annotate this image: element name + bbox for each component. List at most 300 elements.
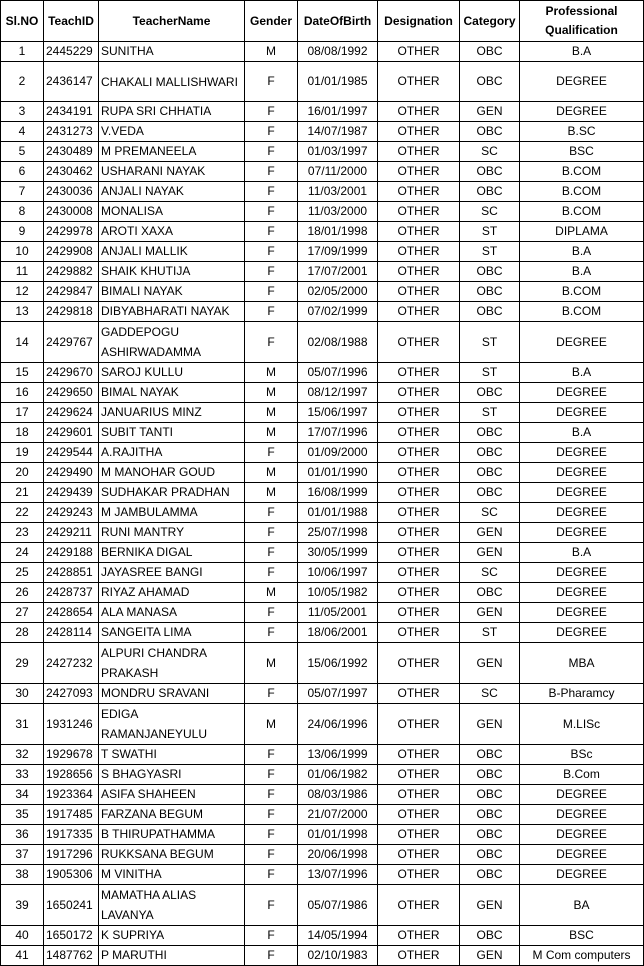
- cell-teachid: 2429882: [44, 262, 99, 282]
- cell-dob: 15/06/1997: [298, 403, 378, 423]
- cell-gender: F: [245, 182, 298, 202]
- cell-category: OBC: [460, 463, 520, 483]
- cell-dob: 17/07/2001: [298, 262, 378, 282]
- col-header-teachid: TeachID: [44, 1, 99, 42]
- table-row: [1, 142, 644, 162]
- cell-gender: F: [245, 946, 298, 966]
- cell-qualification: DEGREE: [520, 62, 644, 102]
- cell-designation: OTHER: [378, 122, 460, 142]
- col-header-designation: Designation: [378, 1, 460, 42]
- cell-teachername: BERNIKA DIGAL: [99, 543, 245, 563]
- cell-gender: M: [245, 483, 298, 503]
- cell-gender: M: [245, 643, 298, 684]
- table-row: [1, 946, 644, 966]
- cell-teachername: T SWATHI: [99, 745, 245, 765]
- table-row: [1, 443, 644, 463]
- cell-dob: 05/07/1996: [298, 363, 378, 383]
- cell-slno: 32: [1, 745, 44, 765]
- table-row: [1, 182, 644, 202]
- cell-gender: M: [245, 42, 298, 62]
- cell-qualification: DEGREE: [520, 825, 644, 845]
- cell-teachername: RUNI MANTRY: [99, 523, 245, 543]
- cell-dob: 07/02/1999: [298, 302, 378, 322]
- table-row: [1, 543, 644, 563]
- cell-category: OBC: [460, 423, 520, 443]
- cell-designation: OTHER: [378, 503, 460, 523]
- cell-designation: OTHER: [378, 765, 460, 785]
- cell-teachername: CHAKALI MALLISHWARI: [99, 62, 245, 102]
- cell-teachid: 2430489: [44, 142, 99, 162]
- cell-teachername: ALA MANASA: [99, 603, 245, 623]
- cell-dob: 17/07/1996: [298, 423, 378, 443]
- cell-category: SC: [460, 142, 520, 162]
- cell-dob: 10/05/1982: [298, 583, 378, 603]
- cell-teachername: FARZANA BEGUM: [99, 805, 245, 825]
- cell-dob: 17/09/1999: [298, 242, 378, 262]
- cell-teachername: RUKKSANA BEGUM: [99, 845, 245, 865]
- cell-gender: F: [245, 142, 298, 162]
- cell-qualification: M Com computers: [520, 946, 644, 966]
- cell-gender: F: [245, 222, 298, 242]
- table-row: [1, 765, 644, 785]
- cell-category: GEN: [460, 102, 520, 122]
- cell-qualification: BA: [520, 885, 644, 926]
- cell-teachername: ANJALI MALLIK: [99, 242, 245, 262]
- table-row: [1, 503, 644, 523]
- cell-designation: OTHER: [378, 885, 460, 926]
- cell-qualification: BSC: [520, 142, 644, 162]
- cell-slno: 38: [1, 865, 44, 885]
- cell-teachid: 2429188: [44, 543, 99, 563]
- cell-slno: 3: [1, 102, 44, 122]
- cell-teachid: 1928656: [44, 765, 99, 785]
- cell-category: GEN: [460, 543, 520, 563]
- cell-teachid: 1923364: [44, 785, 99, 805]
- cell-teachername: ASIFA SHAHEEN: [99, 785, 245, 805]
- cell-dob: 20/06/1998: [298, 845, 378, 865]
- cell-dob: 11/05/2001: [298, 603, 378, 623]
- cell-teachid: 2428737: [44, 583, 99, 603]
- cell-designation: OTHER: [378, 302, 460, 322]
- cell-teachername: A.RAJITHA: [99, 443, 245, 463]
- cell-category: OBC: [460, 162, 520, 182]
- cell-qualification: DEGREE: [520, 603, 644, 623]
- cell-gender: F: [245, 785, 298, 805]
- cell-teachername: AROTI XAXA: [99, 222, 245, 242]
- cell-qualification: B.SC: [520, 122, 644, 142]
- cell-category: OBC: [460, 865, 520, 885]
- cell-category: GEN: [460, 885, 520, 926]
- col-header-teachername: TeacherName: [99, 1, 245, 42]
- cell-dob: 18/06/2001: [298, 623, 378, 643]
- cell-slno: 15: [1, 363, 44, 383]
- cell-category: OBC: [460, 282, 520, 302]
- cell-category: GEN: [460, 946, 520, 966]
- cell-slno: 33: [1, 765, 44, 785]
- cell-gender: M: [245, 423, 298, 443]
- table-row: [1, 785, 644, 805]
- cell-qualification: DEGREE: [520, 403, 644, 423]
- cell-slno: 8: [1, 202, 44, 222]
- cell-qualification: B.A: [520, 423, 644, 443]
- cell-teachername: EDIGA RAMANJANEYULU: [99, 704, 245, 745]
- cell-qualification: DEGREE: [520, 623, 644, 643]
- cell-teachername: B THIRUPATHAMMA: [99, 825, 245, 845]
- col-header-slno: Sl.NO: [1, 1, 44, 42]
- cell-designation: OTHER: [378, 363, 460, 383]
- cell-teachid: 2428114: [44, 623, 99, 643]
- cell-slno: 35: [1, 805, 44, 825]
- cell-dob: 07/11/2000: [298, 162, 378, 182]
- cell-designation: OTHER: [378, 282, 460, 302]
- cell-teachername: SANGEITA LIMA: [99, 623, 245, 643]
- cell-dob: 01/01/1988: [298, 503, 378, 523]
- cell-designation: OTHER: [378, 684, 460, 704]
- cell-slno: 36: [1, 825, 44, 845]
- cell-dob: 11/03/2000: [298, 202, 378, 222]
- table-row: [1, 926, 644, 946]
- cell-teachid: 1917485: [44, 805, 99, 825]
- cell-gender: F: [245, 543, 298, 563]
- cell-slno: 27: [1, 603, 44, 623]
- cell-dob: 08/12/1997: [298, 383, 378, 403]
- table-row: [1, 704, 644, 745]
- cell-qualification: B.COM: [520, 182, 644, 202]
- cell-gender: F: [245, 162, 298, 182]
- cell-dob: 08/08/1992: [298, 42, 378, 62]
- cell-qualification: DEGREE: [520, 805, 644, 825]
- cell-designation: OTHER: [378, 322, 460, 363]
- cell-gender: F: [245, 563, 298, 583]
- cell-gender: F: [245, 62, 298, 102]
- cell-designation: OTHER: [378, 845, 460, 865]
- cell-qualification: B.COM: [520, 162, 644, 182]
- cell-qualification: DEGREE: [520, 563, 644, 583]
- cell-gender: F: [245, 122, 298, 142]
- cell-gender: F: [245, 242, 298, 262]
- cell-teachername: GADDEPOGU ASHIRWADAMMA: [99, 322, 245, 363]
- cell-qualification: DEGREE: [520, 322, 644, 363]
- cell-designation: OTHER: [378, 463, 460, 483]
- cell-dob: 05/07/1986: [298, 885, 378, 926]
- cell-teachername: ANJALI NAYAK: [99, 182, 245, 202]
- table-row: [1, 865, 644, 885]
- col-header-gender: Gender: [245, 1, 298, 42]
- cell-designation: OTHER: [378, 583, 460, 603]
- cell-category: OBC: [460, 845, 520, 865]
- cell-teachid: 2434191: [44, 102, 99, 122]
- cell-category: OBC: [460, 383, 520, 403]
- cell-gender: F: [245, 282, 298, 302]
- cell-dob: 18/01/1998: [298, 222, 378, 242]
- table-row: [1, 623, 644, 643]
- table-row: [1, 463, 644, 483]
- cell-gender: M: [245, 383, 298, 403]
- cell-teachid: 2429624: [44, 403, 99, 423]
- cell-category: OBC: [460, 483, 520, 503]
- cell-teachername: BIMALI NAYAK: [99, 282, 245, 302]
- cell-qualification: DEGREE: [520, 523, 644, 543]
- table-row: [1, 162, 644, 182]
- cell-slno: 19: [1, 443, 44, 463]
- cell-designation: OTHER: [378, 825, 460, 845]
- cell-qualification: DEGREE: [520, 483, 644, 503]
- cell-slno: 40: [1, 926, 44, 946]
- cell-teachername: BIMAL NAYAK: [99, 383, 245, 403]
- cell-dob: 01/01/1990: [298, 463, 378, 483]
- table-row: [1, 282, 644, 302]
- cell-gender: F: [245, 684, 298, 704]
- cell-category: OBC: [460, 825, 520, 845]
- cell-teachid: 2431273: [44, 122, 99, 142]
- table-row: [1, 523, 644, 543]
- cell-category: GEN: [460, 523, 520, 543]
- cell-qualification: B.A: [520, 42, 644, 62]
- cell-teachername: SUDHAKAR PRADHAN: [99, 483, 245, 503]
- col-header-category: Category: [460, 1, 520, 42]
- cell-qualification: B.A: [520, 363, 644, 383]
- cell-designation: OTHER: [378, 523, 460, 543]
- cell-designation: OTHER: [378, 603, 460, 623]
- cell-qualification: DEGREE: [520, 845, 644, 865]
- cell-designation: OTHER: [378, 483, 460, 503]
- table-row: [1, 583, 644, 603]
- cell-teachername: USHARANI NAYAK: [99, 162, 245, 182]
- cell-qualification: B.Com: [520, 765, 644, 785]
- cell-gender: F: [245, 825, 298, 845]
- cell-teachid: 2430036: [44, 182, 99, 202]
- cell-teachid: 2429243: [44, 503, 99, 523]
- cell-dob: 02/10/1983: [298, 946, 378, 966]
- cell-teachername: P MARUTHI: [99, 946, 245, 966]
- cell-teachid: 2427093: [44, 684, 99, 704]
- cell-teachername: M PREMANEELA: [99, 142, 245, 162]
- cell-gender: F: [245, 623, 298, 643]
- cell-slno: 28: [1, 623, 44, 643]
- cell-dob: 13/06/1999: [298, 745, 378, 765]
- cell-qualification: DEGREE: [520, 463, 644, 483]
- cell-teachid: 2429978: [44, 222, 99, 242]
- cell-category: OBC: [460, 765, 520, 785]
- cell-slno: 5: [1, 142, 44, 162]
- cell-teachername: RUPA SRI CHHATIA: [99, 102, 245, 122]
- cell-gender: M: [245, 583, 298, 603]
- cell-category: OBC: [460, 42, 520, 62]
- cell-teachername: SAROJ KULLU: [99, 363, 245, 383]
- cell-slno: 34: [1, 785, 44, 805]
- cell-designation: OTHER: [378, 745, 460, 765]
- cell-teachername: SHAIK KHUTIJA: [99, 262, 245, 282]
- cell-teachername: MONDRU SRAVANI: [99, 684, 245, 704]
- cell-qualification: B.A: [520, 242, 644, 262]
- cell-category: GEN: [460, 603, 520, 623]
- cell-dob: 02/08/1988: [298, 322, 378, 363]
- cell-category: OBC: [460, 745, 520, 765]
- cell-gender: F: [245, 322, 298, 363]
- cell-category: ST: [460, 363, 520, 383]
- cell-slno: 11: [1, 262, 44, 282]
- cell-gender: F: [245, 805, 298, 825]
- cell-designation: OTHER: [378, 42, 460, 62]
- table-row: [1, 322, 644, 363]
- cell-teachid: 2429650: [44, 383, 99, 403]
- cell-qualification: DEGREE: [520, 503, 644, 523]
- cell-slno: 30: [1, 684, 44, 704]
- cell-teachid: 2429767: [44, 322, 99, 363]
- cell-qualification: DEGREE: [520, 383, 644, 403]
- cell-category: ST: [460, 242, 520, 262]
- cell-teachid: 2428851: [44, 563, 99, 583]
- cell-gender: F: [245, 865, 298, 885]
- cell-category: OBC: [460, 262, 520, 282]
- table-row: [1, 222, 644, 242]
- cell-teachername: MAMATHA ALIAS LAVANYA: [99, 885, 245, 926]
- cell-designation: OTHER: [378, 946, 460, 966]
- cell-designation: OTHER: [378, 222, 460, 242]
- cell-gender: F: [245, 603, 298, 623]
- cell-designation: OTHER: [378, 242, 460, 262]
- cell-teachid: 2429847: [44, 282, 99, 302]
- cell-gender: F: [245, 885, 298, 926]
- col-header-dob: DateOfBirth: [298, 1, 378, 42]
- cell-teachername: JANUARIUS MINZ: [99, 403, 245, 423]
- cell-gender: F: [245, 443, 298, 463]
- table-row: [1, 563, 644, 583]
- cell-dob: 01/01/1998: [298, 825, 378, 845]
- cell-category: SC: [460, 202, 520, 222]
- cell-dob: 16/08/1999: [298, 483, 378, 503]
- cell-teachid: 2429908: [44, 242, 99, 262]
- cell-designation: OTHER: [378, 643, 460, 684]
- cell-designation: OTHER: [378, 102, 460, 122]
- cell-teachid: 2429670: [44, 363, 99, 383]
- cell-qualification: B.A: [520, 262, 644, 282]
- cell-teachername: SUBIT TANTI: [99, 423, 245, 443]
- cell-qualification: DEGREE: [520, 865, 644, 885]
- cell-gender: M: [245, 463, 298, 483]
- cell-dob: 30/05/1999: [298, 543, 378, 563]
- cell-qualification: DEGREE: [520, 583, 644, 603]
- table-row: [1, 403, 644, 423]
- cell-slno: 21: [1, 483, 44, 503]
- cell-category: SC: [460, 563, 520, 583]
- cell-slno: 39: [1, 885, 44, 926]
- cell-category: OBC: [460, 926, 520, 946]
- cell-teachid: 2427232: [44, 643, 99, 684]
- cell-dob: 01/06/1982: [298, 765, 378, 785]
- cell-teachername: MONALISA: [99, 202, 245, 222]
- cell-slno: 29: [1, 643, 44, 684]
- cell-category: OBC: [460, 122, 520, 142]
- table-row: [1, 885, 644, 926]
- cell-gender: F: [245, 102, 298, 122]
- cell-slno: 7: [1, 182, 44, 202]
- cell-slno: 9: [1, 222, 44, 242]
- cell-teachid: 1487762: [44, 946, 99, 966]
- cell-designation: OTHER: [378, 543, 460, 563]
- cell-qualification: B-Pharamcy: [520, 684, 644, 704]
- cell-qualification: DEGREE: [520, 785, 644, 805]
- table-row: [1, 42, 644, 62]
- cell-designation: OTHER: [378, 805, 460, 825]
- cell-slno: 25: [1, 563, 44, 583]
- table-row: [1, 684, 644, 704]
- cell-dob: 01/01/1985: [298, 62, 378, 102]
- cell-slno: 13: [1, 302, 44, 322]
- cell-gender: M: [245, 363, 298, 383]
- cell-teachid: 2429601: [44, 423, 99, 443]
- cell-designation: OTHER: [378, 383, 460, 403]
- table-row: [1, 643, 644, 684]
- cell-teachid: 2429818: [44, 302, 99, 322]
- cell-teachid: 1917335: [44, 825, 99, 845]
- cell-slno: 41: [1, 946, 44, 966]
- cell-teachid: 2436147: [44, 62, 99, 102]
- table-row: [1, 302, 644, 322]
- cell-slno: 31: [1, 704, 44, 745]
- cell-dob: 21/07/2000: [298, 805, 378, 825]
- cell-dob: 24/06/1996: [298, 704, 378, 745]
- table-header: [1, 1, 644, 42]
- table-row: [1, 383, 644, 403]
- table-row: [1, 363, 644, 383]
- cell-teachername: S BHAGYASRI: [99, 765, 245, 785]
- cell-designation: OTHER: [378, 865, 460, 885]
- cell-designation: OTHER: [378, 62, 460, 102]
- cell-category: OBC: [460, 805, 520, 825]
- table-row: [1, 825, 644, 845]
- cell-gender: M: [245, 403, 298, 423]
- cell-teachername: SUNITHA: [99, 42, 245, 62]
- cell-teachid: 2429544: [44, 443, 99, 463]
- cell-slno: 16: [1, 383, 44, 403]
- cell-dob: 01/09/2000: [298, 443, 378, 463]
- cell-designation: OTHER: [378, 182, 460, 202]
- cell-gender: F: [245, 262, 298, 282]
- cell-teachid: 2428654: [44, 603, 99, 623]
- cell-slno: 24: [1, 543, 44, 563]
- cell-qualification: DEGREE: [520, 102, 644, 122]
- cell-slno: 2: [1, 62, 44, 102]
- cell-category: ST: [460, 322, 520, 363]
- cell-designation: OTHER: [378, 403, 460, 423]
- cell-designation: OTHER: [378, 623, 460, 643]
- cell-teachername: RIYAZ AHAMAD: [99, 583, 245, 603]
- cell-qualification: B.A: [520, 543, 644, 563]
- cell-category: OBC: [460, 443, 520, 463]
- cell-teachid: 2429439: [44, 483, 99, 503]
- table-row: [1, 745, 644, 765]
- cell-teachid: 1929678: [44, 745, 99, 765]
- cell-dob: 13/07/1996: [298, 865, 378, 885]
- cell-dob: 08/03/1986: [298, 785, 378, 805]
- cell-slno: 18: [1, 423, 44, 443]
- cell-category: SC: [460, 503, 520, 523]
- cell-teachid: 2429490: [44, 463, 99, 483]
- table-row: [1, 262, 644, 282]
- col-header-qualification: Professional Qualification: [520, 1, 644, 42]
- cell-teachername: ALPURI CHANDRA PRAKASH: [99, 643, 245, 684]
- table-row: [1, 603, 644, 623]
- cell-teachername: M VINITHA: [99, 865, 245, 885]
- table-row: [1, 483, 644, 503]
- cell-category: OBC: [460, 583, 520, 603]
- cell-designation: OTHER: [378, 704, 460, 745]
- cell-qualification: MBA: [520, 643, 644, 684]
- table-row: [1, 423, 644, 443]
- cell-dob: 05/07/1997: [298, 684, 378, 704]
- cell-dob: 14/07/1987: [298, 122, 378, 142]
